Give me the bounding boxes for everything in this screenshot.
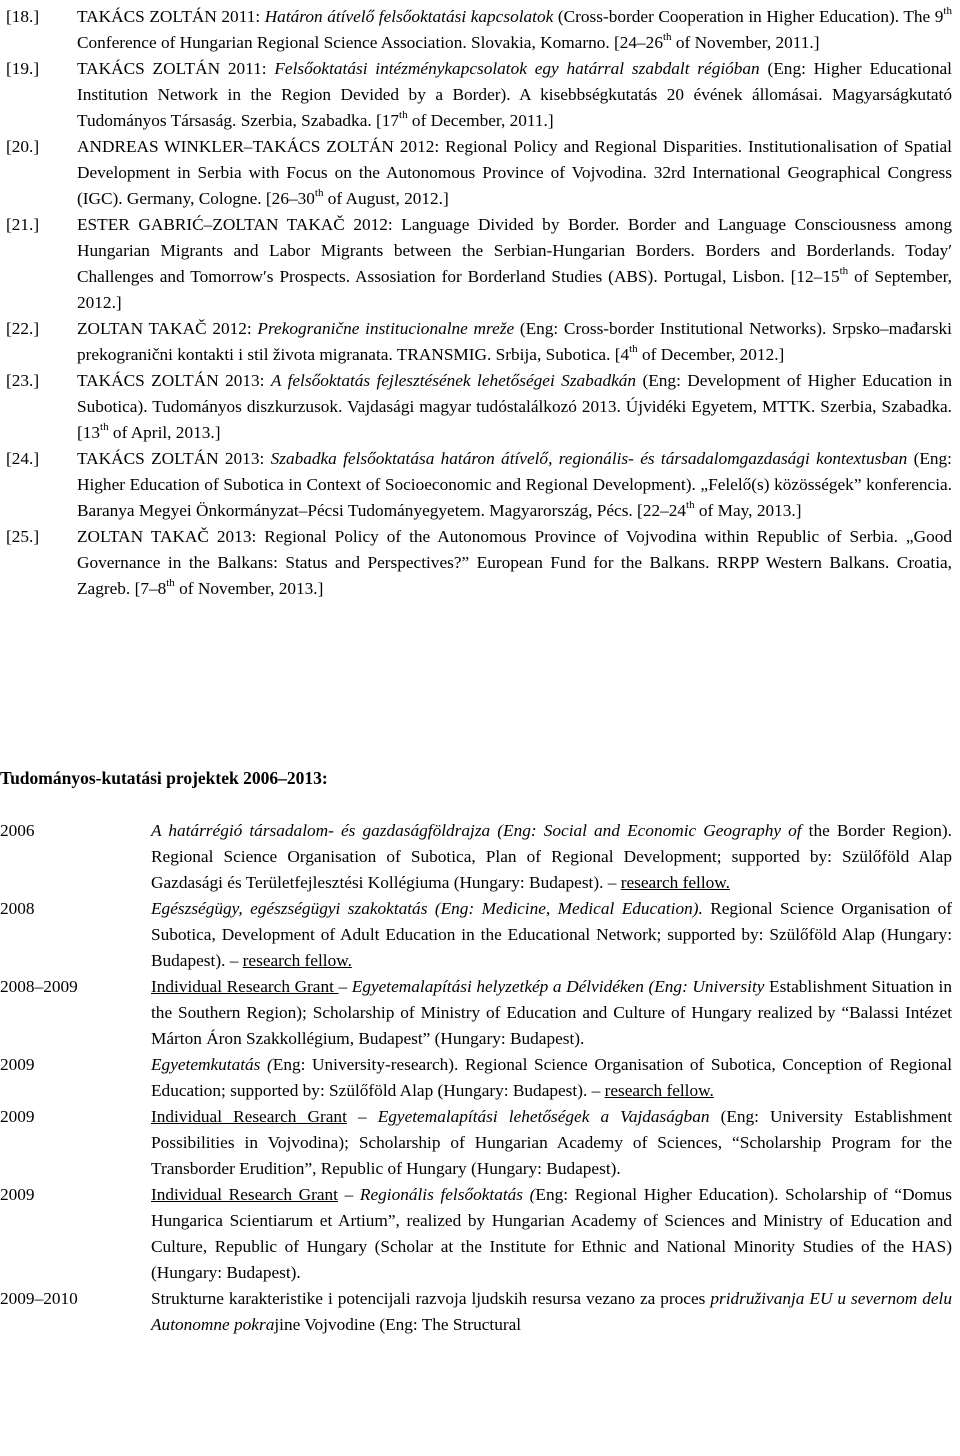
project-entry (0, 1286, 952, 1338)
text-segment: of August, 2012.] (323, 189, 449, 208)
text-segment: ANDREAS WINKLER–TAKÁCS ZOLTÁN 2012: Regional Policy and Regional Disparities. Institutionalisation of Spatial Development in Serbia with Focus on the Autonomous Province of Vojvodina. 32rd International Geographical Congress (IGC). Germany, Cologne. [26–30 (77, 137, 952, 208)
reference-entry (6, 524, 952, 602)
text-segment: Establishment Situation in the Southern Region); Scholarship of Ministry of Education and Culture of Hungary realized by “Balassi Intézet Márton Áron Szakkollégium, Budapest” (Hungary: Budapest). (151, 977, 952, 1048)
ordinal-suffix: th (629, 343, 638, 356)
italic-title: Egészségügy, egészségügyi szakoktatás (Eng: Medicine, Medical Education). (151, 899, 703, 918)
ordinal-suffix: th (166, 577, 175, 590)
text-segment: (Eng: Higher Educational Institution Network in the Region Devided by a Border). A kisebbségkutatás 20 évének állomásai. Magyarságkutató Tudományos Társaság. Szerbia, Szabadka. [17 (77, 59, 952, 130)
text-segment: Regional Science Organisation of Subotica, Development of Adult Education in the Educational Network; supported by: Szülőföld Alap (Hungary: Budapest). – (151, 899, 952, 970)
text-segment: (Eng: Higher Education of Subotica in Context of Socioeconomic and Regional Development). „Felelő(s) közösségek” konferencia. Baranya Megyei Önkormányzat–Pécsi Tudományegyetem. Magyarország, Pécs. [22–24 (77, 449, 952, 520)
text-segment: TAKÁCS ZOLTÁN 2013: (77, 449, 271, 468)
italic-title: Egyetemalapítási helyzetkép a Délvidéken (Eng: University (351, 977, 765, 996)
text-segment: (Eng: Development of Higher Education in Subotica). Tudományos diszkurzusok. Vajdasági magyar tudóstalálkozó 2013. Újvidéki Egyetem, MTTK. Szerbia, Szabadka. [13 (77, 371, 952, 442)
text-segment: (Cross-border Cooperation in Higher Education). The 9 (553, 7, 944, 26)
text-segment: of November, 2011.] (671, 33, 820, 52)
text-segment: of September, 2012.] (77, 267, 952, 312)
underlined-text: research fellow. (620, 873, 730, 892)
italic-title: Szabadka felsőoktatása határon átívelő, regionális- és társadalomgazdasági kontextusban (270, 449, 908, 468)
italic-title: A felsőoktatás fejlesztésének lehetőségei Szabadkán (270, 371, 637, 390)
text-segment: (Eng: Cross-border Institutional Networks). Srpsko–mađarski prekogranični kontakti i stil života migranata. TRANSMIG. Srbija, Subotica. [4 (77, 319, 952, 364)
italic-title: Egyetemkutatás ( (151, 1055, 273, 1074)
project-entry (0, 974, 952, 1052)
italic-title: Prekogranične institucionalne mreže (257, 319, 515, 338)
italic-title: Felsőoktatási intézménykapcsolatok egy határral szabdalt régióban (274, 59, 760, 78)
conference-reference-list (0, 4, 960, 602)
text-segment: (Eng: University Establishment Possibilities in Vojvodina); Scholarship of Hungarian Academy of Sciences, “Scholarship Program for the Transborder Erudition”, Republic of Hungary (Hungary: Budapest). (151, 1107, 953, 1178)
reference-number: [20.] (6, 137, 40, 156)
project-year: 2009 (0, 1185, 35, 1204)
project-year: 2008 (0, 899, 35, 918)
underlined-text: Individual Research Grant (151, 1107, 347, 1126)
projects-heading: Tudományos-kutatási projektek 2006–2013: (0, 768, 328, 788)
text-segment: TAKÁCS ZOLTÁN 2011: (77, 59, 275, 78)
ordinal-suffix: th (399, 109, 408, 122)
ordinal-suffix: th (314, 187, 324, 200)
text-segment: – (346, 1107, 378, 1126)
text-segment: of November, 2013.] (174, 579, 324, 598)
ordinal-suffix: th (839, 265, 849, 278)
project-year: 2006 (0, 821, 35, 840)
text-segment: jine Vojvodine (Eng: The Structural (274, 1315, 522, 1334)
reference-entry (6, 212, 952, 316)
project-year: 2009 (0, 1055, 35, 1074)
underlined-text: research fellow. (242, 951, 352, 970)
reference-entry (6, 316, 952, 368)
text-segment: ZOLTAN TAKAČ 2013: Regional Policy of the Autonomous Province of Vojvodina within Republic of Serbia. „Good Governance in the Balkans: Status and Perspectives?” European Fund for the Balkans. RRPP Western Balkans. Croatia, Zagreb. [7–8 (77, 527, 952, 598)
text-segment: Conference of Hungarian Regional Science Association. Slovakia, Komarno. [24–26 (77, 33, 663, 52)
reference-number: [25.] (6, 527, 40, 546)
project-entry (0, 1104, 953, 1182)
text-segment: of April, 2013.] (108, 423, 221, 442)
text-segment: of May, 2013.] (694, 501, 802, 520)
reference-entry (6, 368, 952, 446)
italic-title: Határon átívelő felsőoktatási kapcsolatok (264, 7, 554, 26)
reference-number: [23.] (6, 371, 40, 390)
project-entry (0, 896, 952, 974)
text-segment: ZOLTAN TAKAČ 2012: (77, 319, 258, 338)
project-entry (0, 818, 952, 896)
text-segment: of December, 2012.] (637, 345, 785, 364)
reference-entry (6, 134, 952, 212)
reference-number: [19.] (6, 59, 40, 78)
text-segment: – (337, 1185, 360, 1204)
text-segment: – (338, 977, 352, 996)
ordinal-suffix: th (100, 421, 109, 434)
text-segment: the Border Region). Regional Science Organisation of Subotica, Plan of Regional Development; supported by: Szülőföld Alap Gazdasági és Területfejlesztési Kollégiuma (Hungary: Budapest). – (151, 821, 952, 892)
project-entry (0, 1052, 952, 1104)
reference-number: [18.] (6, 7, 40, 26)
text-segment: Strukturne karakteristike i potencijali razvoja ljudskih resursa vezano za proces (151, 1289, 711, 1308)
project-entry (0, 1182, 952, 1286)
reference-number: [24.] (6, 449, 40, 468)
text-segment: ESTER GABRIĆ–ZOLTAN TAKAČ 2012: Language Divided by Border. Border and Language Consciousness among Hungarian Migrants and Labor Migrants between the Serbian-Hungarian Borders. Borders and Borderlands. Today′ Challenges and Tomorrow′s Prospects. Assosiation for Borderland Studies (ABS). Portugal, Lisbon. [12–15 (77, 215, 952, 286)
ordinal-suffix: th (943, 5, 952, 18)
text-segment: of December, 2011.] (407, 111, 554, 130)
text-segment: TAKÁCS ZOLTÁN 2011: (77, 7, 265, 26)
reference-entry (6, 4, 952, 56)
ordinal-suffix: th (686, 499, 695, 512)
project-year: 2009–2010 (0, 1289, 78, 1308)
research-projects-list (0, 818, 960, 1338)
ordinal-suffix: th (662, 31, 672, 44)
italic-title: Egyetemalapítási lehetőségek a Vajdaságban (377, 1107, 710, 1126)
project-year: 2009 (0, 1107, 35, 1126)
underlined-text: Individual Research Grant (151, 977, 339, 996)
reference-entry (6, 56, 952, 134)
text-segment: Eng: University-research). Regional Science Organisation of Subotica, Conception of Regional Education; supported by: Szülőföld Alap (Hungary: Budapest). – (151, 1055, 952, 1100)
italic-title: A határrégió társadalom- és gazdaságföldrajza (Eng: Social and Economic Geography of (151, 821, 802, 840)
italic-title: Regionális felsőoktatás ( (359, 1185, 536, 1204)
project-year: 2008–2009 (0, 977, 78, 996)
text-segment: TAKÁCS ZOLTÁN 2013: (77, 371, 271, 390)
italic-title: pridruživanja EU u severnom delu Autonomne pokra (151, 1289, 952, 1334)
underlined-text: research fellow. (604, 1081, 714, 1100)
reference-number: [21.] (6, 215, 40, 234)
text-segment: Eng: Regional Higher Education). Scholarship of “Domus Hungarica Scientiarum et Artium”, realized by Hungarian Academy of Sciences and Ministry of Education and Culture, Republic of Hungary (Scholar at the Institute for Ethnic and National Minority Studies of the HAS) (Hungary: Budapest). (151, 1185, 952, 1282)
reference-entry (6, 446, 952, 524)
underlined-text: Individual Research Grant (151, 1185, 338, 1204)
reference-number: [22.] (6, 319, 40, 338)
